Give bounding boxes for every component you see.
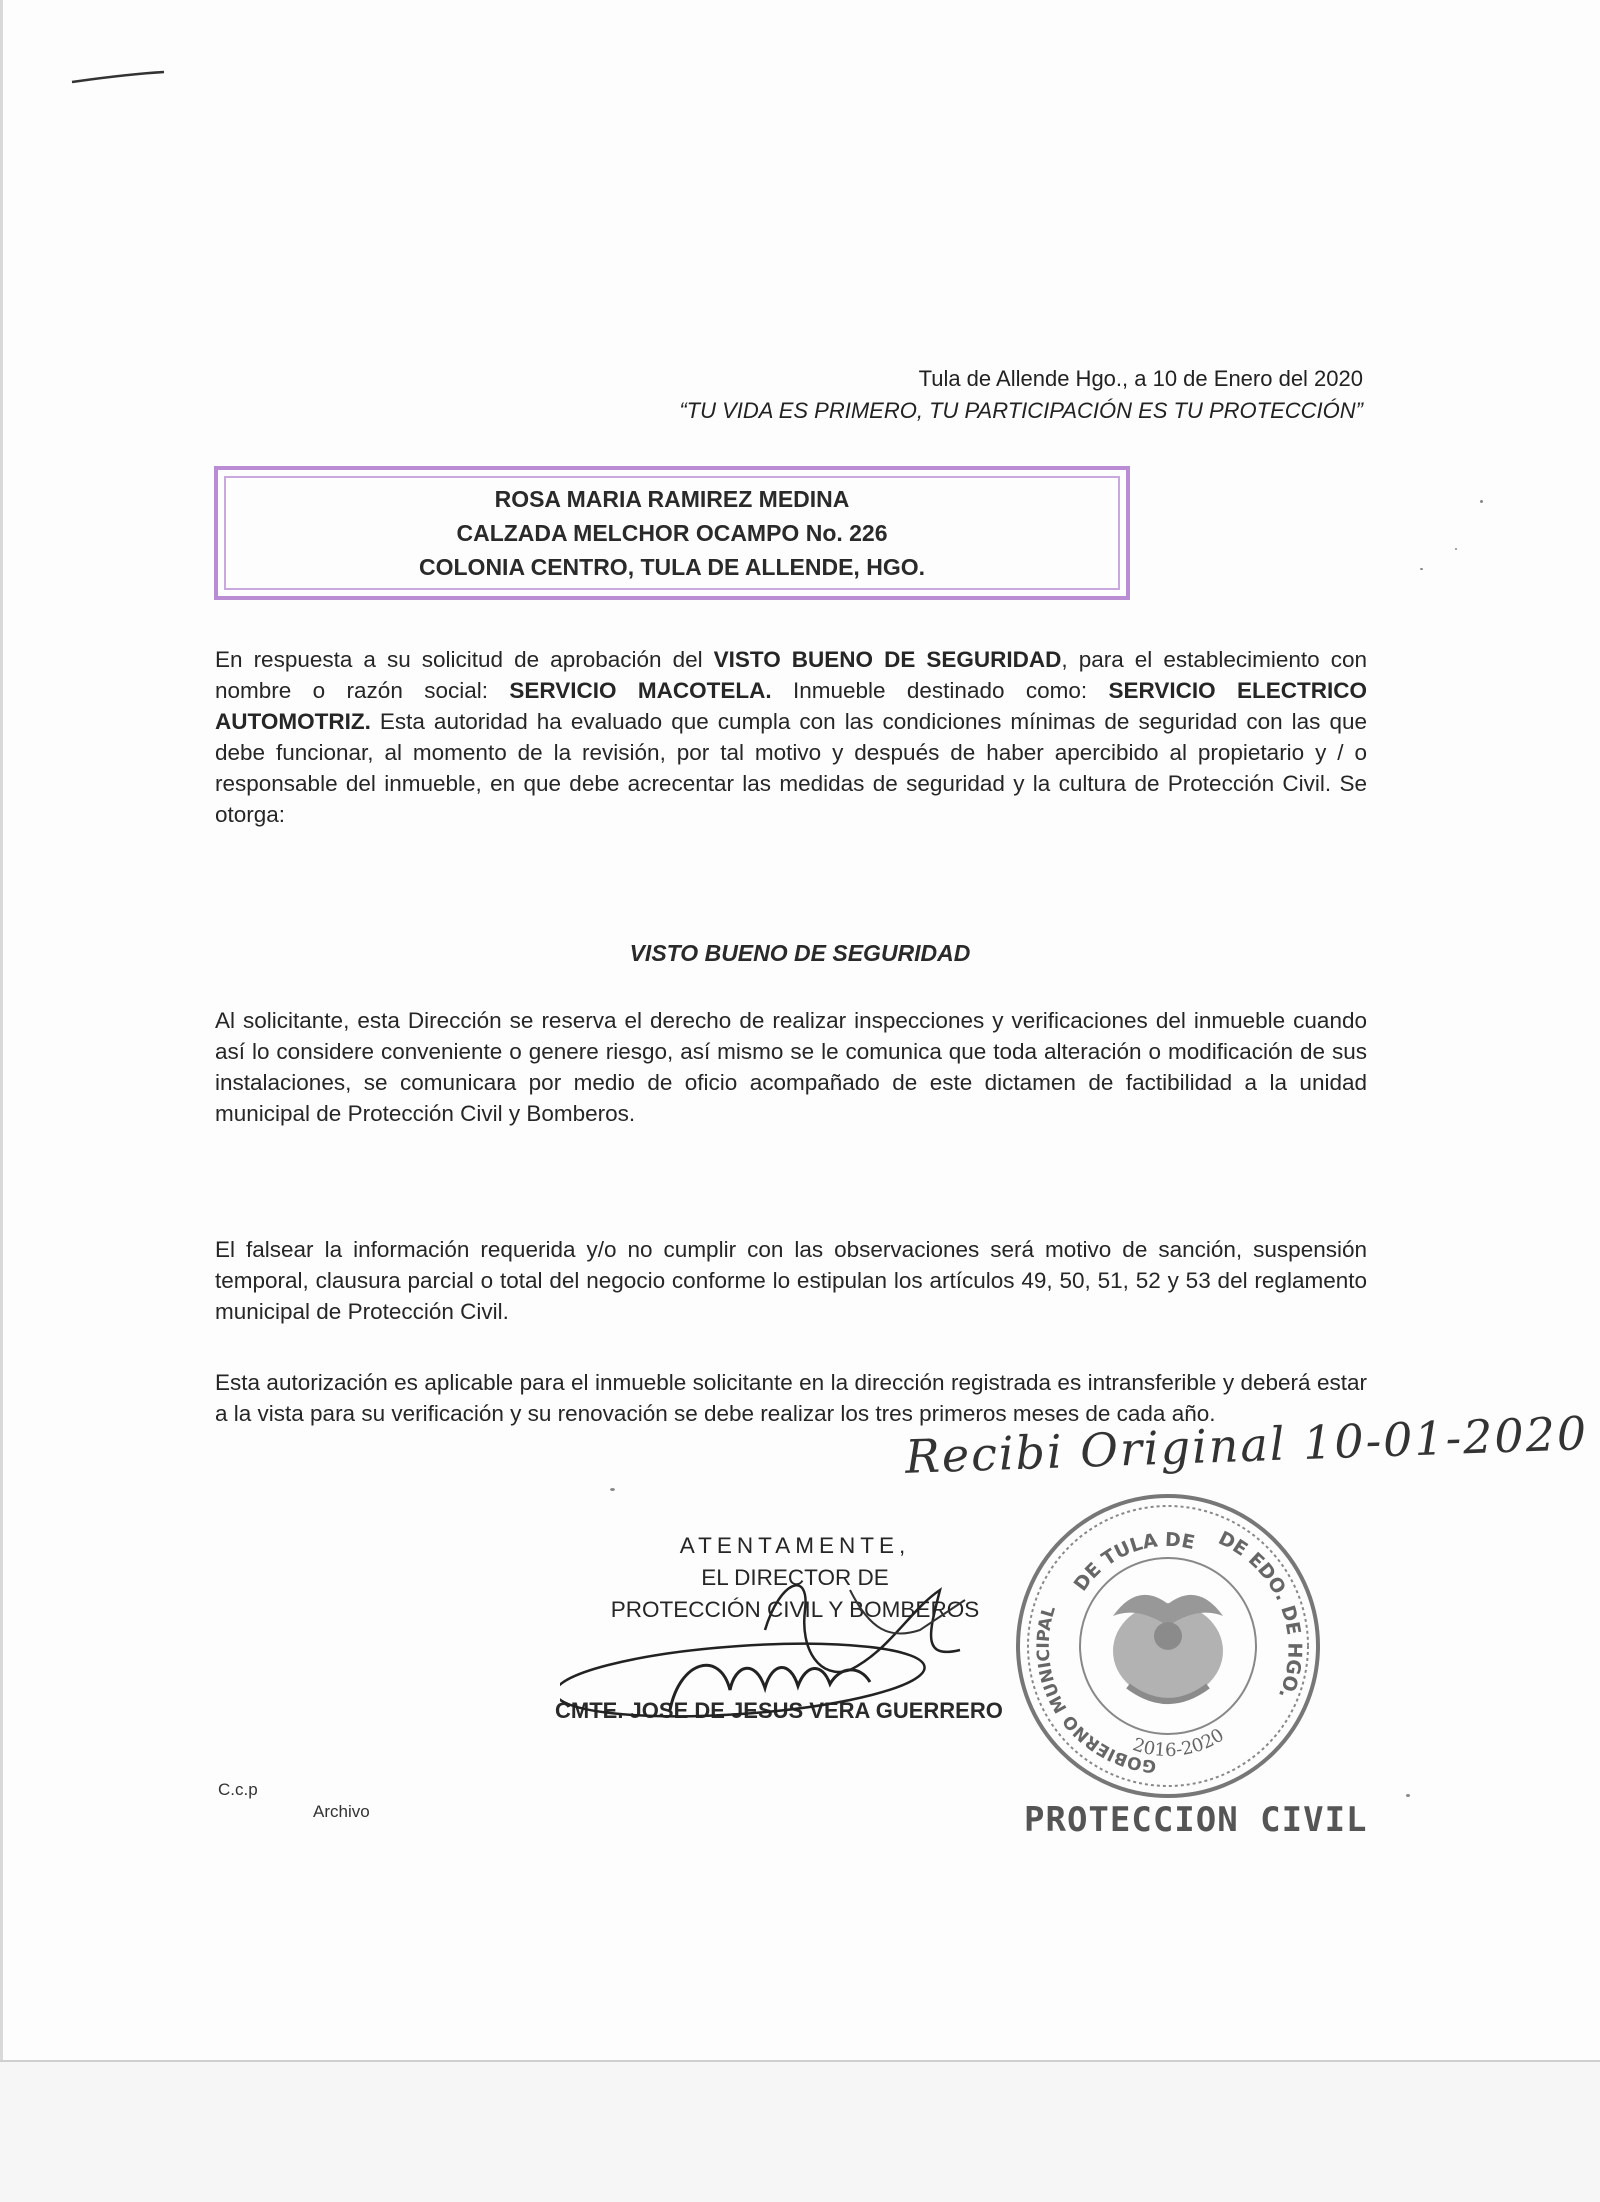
seal-right-text: DE EDO. DE HGO. <box>1214 1527 1306 1702</box>
bold-run: SERVICIO ELECTRICO AUTOMOTRIZ. <box>215 678 1367 734</box>
text-run: , para el establecimiento con nombre o razón social: <box>215 647 1367 703</box>
svg-text:DE EDO. DE HGO. <box>1215 1527 1305 1702</box>
ccp-archivo: Archivo <box>313 1802 370 1821</box>
bold-run: SERVICIO MACOTELA. <box>509 678 772 703</box>
text-run: Inmueble destinado como: <box>771 678 1109 703</box>
paragraph-sanctions: El falsear la información requerida y/o no cumplir con las observaciones será motivo de sanción, suspensión temporal, clausura parcial o total del negocio conforme lo estipulan los artículos 49, 50, 51, 52 y 53 del reglamento municipal de Protección Civil. <box>215 1237 1367 1324</box>
section-title: VISTO BUENO DE SEGURIDAD <box>629 940 971 966</box>
seal-left-text: GOBIERNO MUNICIPAL <box>1033 1603 1158 1776</box>
paragraph-request <box>215 644 1367 830</box>
recipient-box <box>214 466 1130 600</box>
ccp-label: C.c.p <box>218 1780 258 1799</box>
seal-years: 2016-2020 <box>1130 1724 1228 1762</box>
scan-speck <box>1455 548 1457 550</box>
paragraph-inspections: Al solicitante, esta Dirección se reserva el derecho de realizar inspecciones y verificaciones del inmueble cuando así lo considere conveniente o genere riesgo, así mismo se le comunica que toda alteración o modificación de sus instalaciones, se comunicara por medio de oficio acompañado de este dictamen de factibilidad a la unidad municipal de Protección Civil y Bomberos. <box>215 1008 1367 1126</box>
handwritten-signature <box>560 1570 1120 1750</box>
motto: “TU VIDA ES PRIMERO, TU PARTICIPACIÓN ES TU PROTECCIÓN” <box>679 398 1363 423</box>
scan-speck <box>1406 1794 1410 1797</box>
scan-speck <box>1480 500 1483 503</box>
recipient-name: ROSA MARIA RAMIREZ MEDINA <box>494 486 850 512</box>
eagle-emblem-icon <box>1113 1595 1223 1701</box>
recipient-street: CALZADA MELCHOR OCAMPO No. 226 <box>456 520 888 546</box>
recipient-colony: COLONIA CENTRO, TULA DE ALLENDE, HGO. <box>419 554 925 580</box>
handwritten-receipt-note: Recibi Original 10-01-2020 <box>904 1406 1590 1484</box>
bold-run: VISTO BUENO DE SEGURIDAD <box>713 647 1062 672</box>
scan-speck <box>1420 568 1423 570</box>
closing-title-1: EL DIRECTOR DE <box>701 1565 889 1590</box>
text-run: Esta autoridad ha evaluado que cumpla con las condiciones mínimas de seguridad con las que debe funcionar, al momento de la revisión, por tal motivo y después de haber apercibido al propietario y / o responsable del inmueble, en que debe acrecentar las medidas de seguridad y la cultura de Protección Civil. Se otorga: <box>215 709 1367 827</box>
paragraph-authorization: Esta autorización es aplicable para el inmueble solicitante en la dirección registrada es intransferible y deberá estar a la vista para su verificación y su renovación se debe realizar los tres primeros meses de cada año. <box>215 1370 1367 1426</box>
signer-name: CMTE. JOSE DE JESUS VERA GUERRERO <box>555 1698 1003 1723</box>
scan-edge <box>0 0 3 2200</box>
text-run: En respuesta a su solicitud de aprobación del <box>215 647 714 672</box>
proteccion-civil-stamp: PROTECCION CIVIL <box>1024 1800 1368 1840</box>
pen-mark <box>70 70 166 86</box>
scan-bottom-margin <box>0 2060 1600 2202</box>
closing-title-2: PROTECCIÓN CIVIL Y BOMBEROS <box>610 1597 980 1622</box>
seal-top-text: DE TULA DE <box>1069 1528 1197 1596</box>
date-line: Tula de Allende Hgo., a 10 de Enero del 2020 <box>918 366 1363 391</box>
closing-atentamente: ATENTAMENTE, <box>679 1533 911 1558</box>
scan-speck <box>610 1488 615 1491</box>
